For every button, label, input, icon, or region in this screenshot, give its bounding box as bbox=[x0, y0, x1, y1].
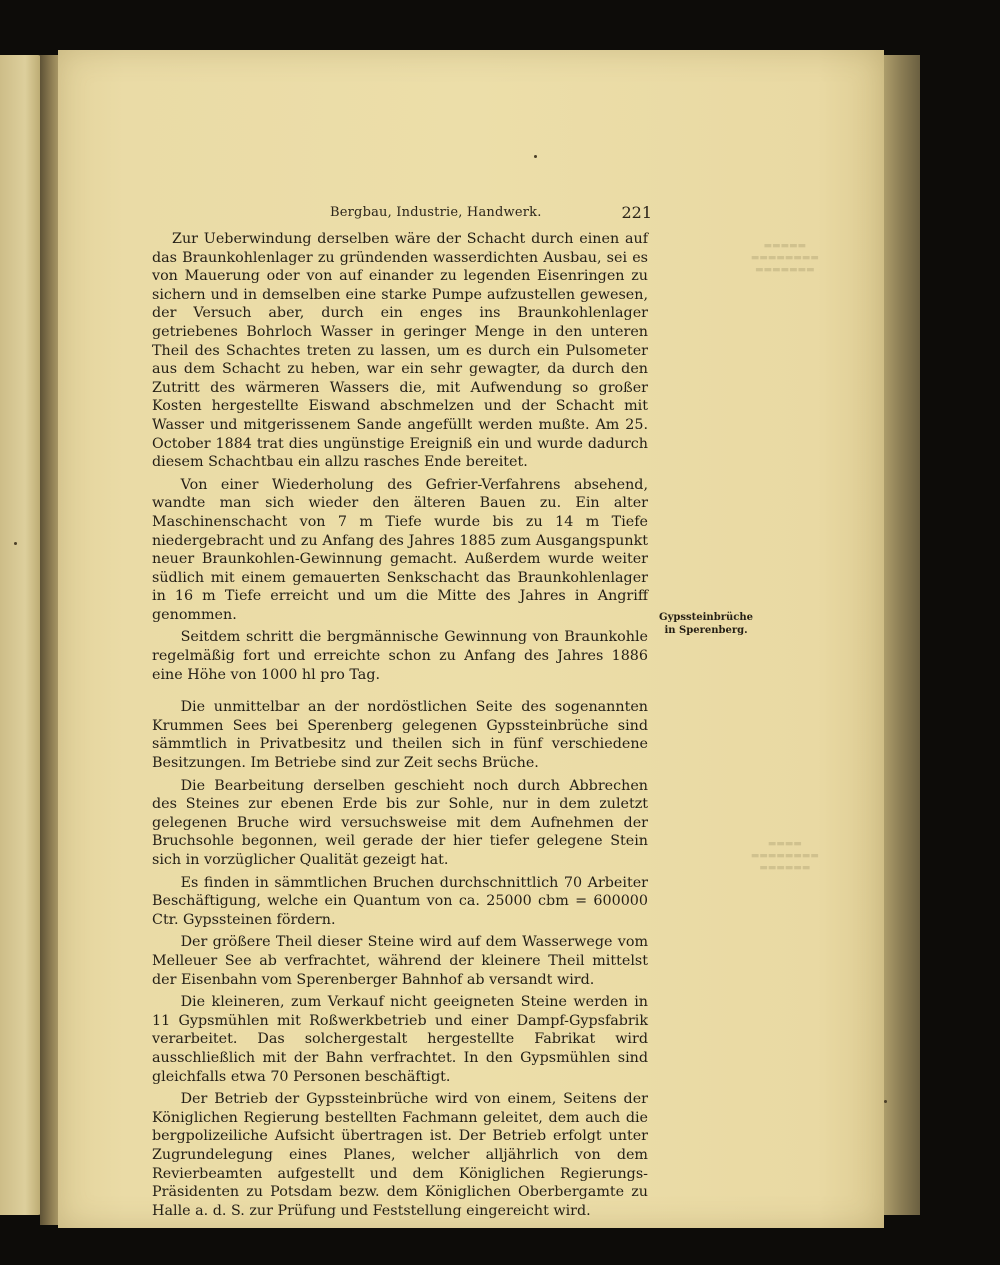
page-header bbox=[330, 203, 652, 227]
page-stack-edge bbox=[880, 55, 920, 1215]
bleed-through-mark: ▬▬▬▬ ▬▬▬▬▬▬▬▬ ▬▬▬▬▬▬ bbox=[750, 839, 820, 873]
facing-page-edge bbox=[0, 55, 42, 1215]
bleed-through-mark: ▬▬▬▬▬ ▬▬▬▬▬▬▬▬ ▬▬▬▬▬▬▬ bbox=[750, 241, 820, 275]
margin-note: Gypssteinbrüche in Sperenberg. bbox=[659, 612, 753, 636]
paragraph: Von einer Wiederholung des Gefrier-Verfahrens absehend, wandte man sich wieder den älteren Bauen zu. Ein alter Maschinenschacht von 7 m Tiefe wurde bis zu 14 m Tiefe niedergebracht und zu Anfang des Jahres 1885 zum Ausgangspunkt neuer Braunkohlen-Gewinnung gemacht. Außerdem wurde weiter südlich mit einem gemauerten Senkschacht das Braunkohlenlager in 16 m Tiefe erreicht und um die Mitte des Jahres in Angriff genommen. bbox=[152, 476, 648, 623]
paragraph: Zur Ueberwindung derselben wäre der Schacht durch einen auf das Braunkohlenlager zu gründenden wasserdichten Ausbau, sei es von Mauerung oder von auf einander zu legenden Eisenringen zu sichern und in demselben eine starke Pumpe aufzustellen gewesen, der Versuch aber, durch ein enges ins Braunkohlenlager getriebenes Bohrloch Wasser in geringer Menge in den unteren Theil des Schachtes treten zu lassen, um es durch ein Pulsometer aus dem Schacht zu heben, war ein sehr gewagter, da durch den Zutritt des wärmeren Wassers die, mit Aufwendung so großer Kosten hergestellte Eiswand abschmelzen und der Schacht mit Wasser und mitgerissenem Sande angefüllt werden mußte. Am 25. October 1884 trat dies ungünstige Ereigniß ein und wurde dadurch diesem Schachtbau ein allzu rasches Ende bereitet. bbox=[152, 231, 648, 471]
paragraph: Seitdem schritt die bergmännische Gewinnung von Braunkohle regelmäßig fort und erreichte schon zu Anfang des Jahres 1886 eine Höhe von 1000 hl pro Tag. bbox=[152, 629, 648, 683]
paragraph: Der Betrieb der Gypssteinbrüche wird von einem, Seitens der Königlichen Regierung bestellten Fachmann geleitet, dem auch die bergpolizeiliche Aufsicht übertragen ist. Der Betrieb erfolgt unter Zugrundelegung eines Planes, welcher alljährlich von dem Revierbeamten aufgestellt und dem Königlichen Regierungs-Präsidenten zu Potsdam bezw. dem Königlichen Oberbergamte zu Halle a. d. S. zur Prüfung und Feststellung eingereicht wird. bbox=[152, 1091, 648, 1219]
paragraph: Die Bearbeitung derselben geschieht noch durch Abbrechen des Steines zur ebenen Erde bis zur Sohle, nur in dem zuletzt gelegenen Bruche wird versuchsweise mit dem Aufnehmen der Bruchsohle begonnen, weil gerade der hier tiefer gelegene Stein sich in vorzüglicher Qualität gezeigt hat. bbox=[152, 777, 648, 868]
running-head: Bergbau, Industrie, Handwerk. bbox=[330, 205, 542, 220]
section-gap bbox=[152, 688, 648, 698]
body-text bbox=[152, 230, 648, 1224]
paragraph: Es finden in sämmtlichen Bruchen durchschnittlich 70 Arbeiter Beschäftigung, welche ein Quantum von ca. 25000 cbm = 600000 Ctr. Gypssteinen fördern. bbox=[152, 874, 648, 928]
paper-speck bbox=[14, 542, 17, 545]
paragraph: Die unmittelbar an der nordöstlichen Seite des sogenannten Krummen Sees bei Sperenberg gelegenen Gypssteinbrüche sind sämmtlich in Privatbesitz und theilen sich in fünf verschiedene Besitzungen. Im Betriebe sind zur Zeit sechs Brüche. bbox=[152, 699, 648, 772]
page-number: 221 bbox=[621, 203, 652, 222]
paper-speck bbox=[884, 1100, 887, 1103]
paper-speck bbox=[534, 155, 537, 158]
paragraph: Der größere Theil dieser Steine wird auf dem Wasserwege vom Melleuer See ab verfrachtet, während der kleinere Theil mittelst der Eisenbahn vom Sperenberger Bahnhof ab versandt wird. bbox=[152, 934, 648, 988]
paragraph: Die kleineren, zum Verkauf nicht geeigneten Steine werden in 11 Gypsmühlen mit Roßwerkbetrieb und einer Dampf-Gypsfabrik verarbeitet. Das solchergestalt hergestellte Fabrikat wird ausschließlich mit der Bahn verfrachtet. In den Gypsmühlen sind gleichfalls etwa 70 Personen beschäftigt. bbox=[152, 994, 648, 1085]
